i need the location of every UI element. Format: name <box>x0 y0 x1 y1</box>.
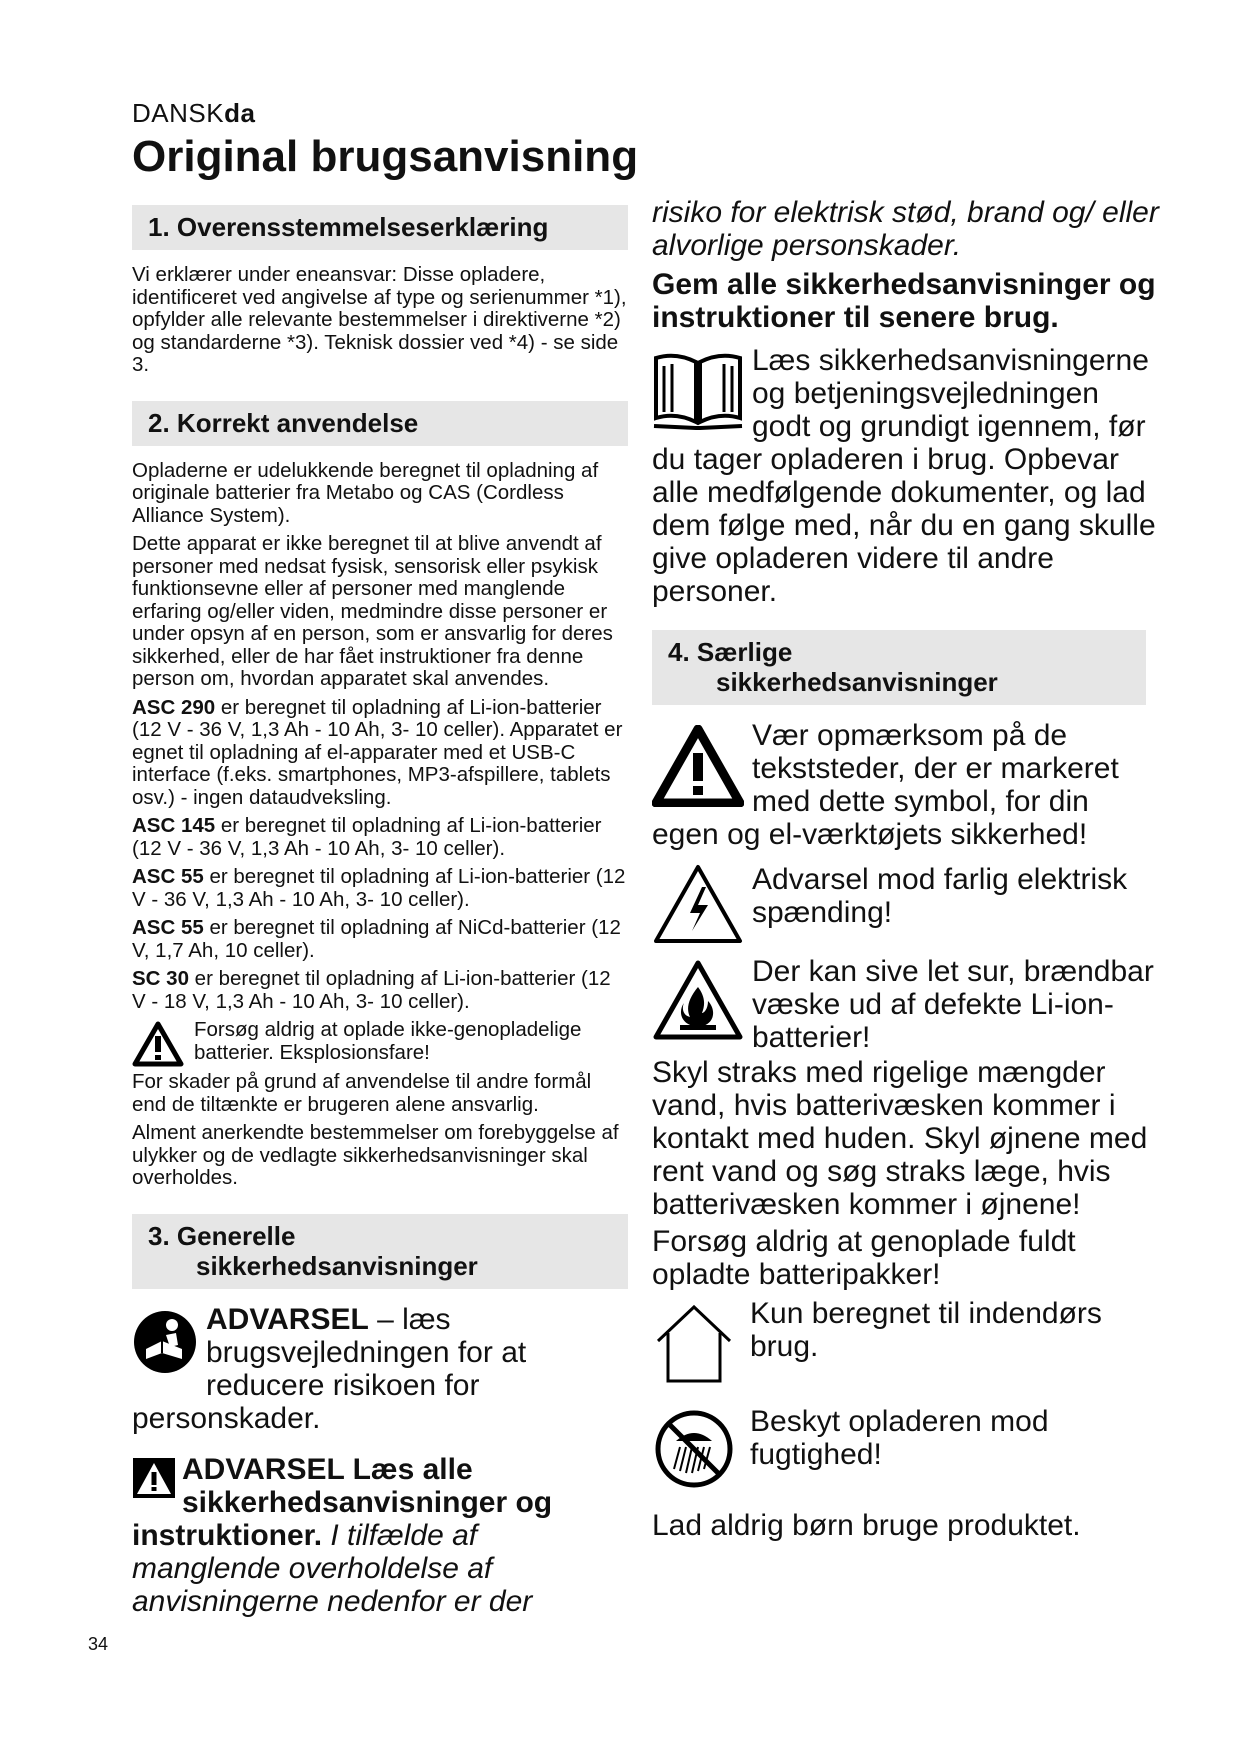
general-warning: ADVARSEL Læs alle sikkerhedsanvisninger og instruktioner. I tilfælde af manglende overholdelse af anvisningerne nedenfor er der <box>132 1452 553 1618</box>
read-manual-icon <box>132 1309 198 1375</box>
continued-warning: risiko for elektrisk stød, brand og/ eller alvorlige personskader. <box>652 196 1159 262</box>
no-moisture-icon <box>652 1407 736 1491</box>
model-item: ASC 145 er beregnet til opladning af Li-ion-batterier (12 V - 36 V, 1,3 Ah - 10 Ah, 3- 10 celler). <box>132 814 602 860</box>
read-manual-warning: ADVARSEL – læs brugsvejledningen for at reducere risikoen for personskader. <box>132 1302 527 1435</box>
model-item: ASC 290 er beregnet til opladning af Li-ion-batterier (12 V - 36 V, 1,3 Ah - 10 Ah, 3- 10 celler). Apparatet er egnet til opladning af el-apparater med et USB-C interface (f.eks. smartphones, MP3-afspillere, tablets osv.) - ingen dataudveksling. <box>132 695 623 809</box>
flammable-icon <box>652 959 744 1041</box>
warning-triangle-icon <box>132 1021 184 1067</box>
model-item: ASC 55 er beregnet til opladning af Li-ion-batterier (12 V - 36 V, 1,3 Ah - 10 Ah, 3- 10 celler). <box>132 865 626 911</box>
read-instructions: Læs sikkerhedsanvisningerne og betjeningsvejledningen godt og grundigt igennem, før du tager opladeren i brug. Opbevar alle medfølgende dokumenter, og lad dem følge med, når du en gang skulle give opladeren videre til andre personer. <box>652 344 1156 608</box>
rinse-text: Skyl straks med rigelige mængder vand, hvis batterivæsken kommer i kontakt med huden. Skyl øjnene med rent vand og søg straks læge, hvis batterivæsken kommer i øjnene! <box>652 1056 1148 1221</box>
section-2-p4: Alment anerkendte bestemmelser om forebyggelse af ulykker og de vedlagte sikkerhedsanvisninger skal overholdes. <box>132 1121 619 1189</box>
warning-triangle-icon <box>652 725 744 807</box>
left-column <box>132 205 628 1618</box>
section-1-text: Vi erklærer under eneansvar: Disse opladere, identificeret ved angivelse af type og serienummer *1), opfylder alle relevante bestemmelser i direktiverne *2) og standarderne *3). Teknisk dossier ved *4) - se side 3. <box>132 263 627 376</box>
model-item: SC 30 er beregnet til opladning af Li-ion-batterier (12 V - 18 V, 1,3 Ah - 10 Ah, 3- 10 celler). <box>132 967 611 1013</box>
no-recharge-text: Forsøg aldrig at genoplade fuldt opladte batteripakker! <box>652 1225 1076 1291</box>
section-2-p1: Opladerne er udelukkende beregnet til opladning af originale batterier fra Metabo og CAS (Cordless Alliance System). <box>132 458 599 527</box>
moisture-note: Beskyt opladeren mod fugtighed! <box>652 1405 1162 1495</box>
attention-note: Vær opmærksom på de tekststeder, der er markeret med dette symbol, for din egen og el-værktøjets sikkerhed! <box>652 719 1119 851</box>
indoor-note: Kun beregnet til indendørs brug. <box>652 1297 1162 1389</box>
section-2-p3: For skader på grund af anvendelse til andre formål end de tiltænkte er brugeren alene ansvarlig. <box>132 1070 592 1116</box>
section-2-heading: 2. Korrekt anvendelse <box>132 401 628 446</box>
section-4-heading: 4. Særlige sikkerhedsanvisninger <box>652 630 1146 705</box>
section-2-p2: Dette apparat er ikke beregnet til at blive anvendt af personer med nedsat fysisk, sensorisk eller psykisk funktionsevne eller af personer med manglende erfaring og/eller viden, medmindre disse personer er under opsyn af en person, som er ansvarlig for deres sikkerhed, eller de har fået instruktioner fra denne person om, hvordan apparatet skal anvendes. <box>132 532 613 690</box>
right-column <box>652 196 1162 1542</box>
electric-hazard-icon <box>652 863 744 945</box>
section-3-heading: 3. Generelle sikkerhedsanvisninger <box>132 1214 628 1289</box>
liquid-warning: Der kan sive let sur, brændbar væske ud af defekte Li-ion-batterier! <box>652 955 1162 1054</box>
book-icon <box>652 346 744 432</box>
battery-warning: Forsøg aldrig at oplade ikke-genopladelige batterier. Eksplosionsfare! <box>132 1019 628 1067</box>
page-title: Original brugsanvisning <box>132 132 639 181</box>
page-number: 34 <box>88 1634 109 1654</box>
indoor-house-icon <box>652 1299 738 1385</box>
language-label: DANSKda <box>132 98 256 128</box>
warning-triangle-icon <box>132 1457 176 1499</box>
keep-instructions: Gem alle sikkerhedsanvisninger og instruktioner til senere brug. <box>652 268 1156 334</box>
electric-warning: Advarsel mod farlig elektrisk spænding! <box>652 863 1162 945</box>
model-item: ASC 55 er beregnet til opladning af NiCd-batterier (12 V, 1,7 Ah, 10 celler). <box>132 916 621 962</box>
section-1-heading: 1. Overensstemmelseserklæring <box>132 205 628 250</box>
children-text: Lad aldrig børn bruge produktet. <box>652 1509 1081 1542</box>
